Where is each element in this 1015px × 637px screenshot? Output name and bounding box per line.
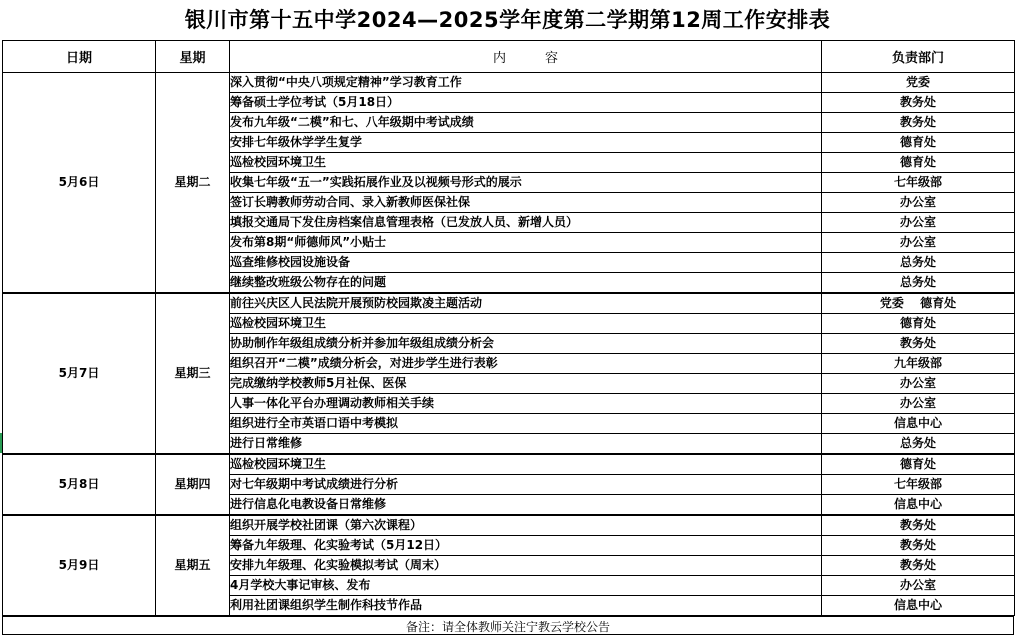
- task-dept: 办公室: [822, 193, 1015, 213]
- task-content: 填报交通局下发住房档案信息管理表格（已发放人员、新增人员）: [230, 213, 822, 233]
- task-content: 完成缴纳学校教师5月社保、医保: [230, 374, 822, 394]
- task-dept: 总务处: [822, 253, 1015, 273]
- task-content: 进行日常维修: [230, 434, 822, 455]
- task-content: 前往兴庆区人民法院开展预防校园欺凌主题活动: [230, 293, 822, 314]
- date-cell: 5月8日: [3, 454, 156, 515]
- task-content: 对七年级期中考试成绩进行分析: [230, 475, 822, 495]
- task-content: 进行信息化电教设备日常维修: [230, 495, 822, 516]
- task-dept: 信息中心: [822, 414, 1015, 434]
- task-content: 利用社团课组织学生制作科技节作品: [230, 596, 822, 616]
- task-content: 发布第8期“师德师风”小贴士: [230, 233, 822, 253]
- task-content: 巡检校园环境卫生: [230, 153, 822, 173]
- weekday-cell: 星期二: [156, 73, 230, 294]
- table-row: [3, 73, 1015, 93]
- task-dept: 德育处: [822, 454, 1015, 475]
- task-content: 筹备硕士学位考试（5月18日）: [230, 93, 822, 113]
- task-dept: 教务处: [822, 515, 1015, 536]
- schedule-table: [2, 40, 1015, 616]
- table-row: [3, 454, 1015, 475]
- date-cell: 5月9日: [3, 515, 156, 616]
- date-cell: 5月7日: [3, 293, 156, 454]
- task-dept: 德育处: [822, 314, 1015, 334]
- task-content: 深入贯彻“中央八项规定精神”学习教育工作: [230, 73, 822, 93]
- task-dept: 办公室: [822, 233, 1015, 253]
- weekday-cell: 星期三: [156, 293, 230, 454]
- row-marker: [0, 433, 2, 453]
- task-dept: 办公室: [822, 213, 1015, 233]
- weekday-cell: 星期五: [156, 515, 230, 616]
- task-content: 收集七年级“五一”实践拓展作业及以视频号形式的展示: [230, 173, 822, 193]
- footer-note: 备注：请全体教师关注宁教云学校公告: [2, 615, 1014, 635]
- header-content: 内 容: [230, 41, 822, 73]
- header-row: [3, 41, 1015, 73]
- task-content: 发布九年级“二模”和七、八年级期中考试成绩: [230, 113, 822, 133]
- task-dept: 信息中心: [822, 495, 1015, 516]
- task-dept: 党委: [822, 73, 1015, 93]
- task-dept: 教务处: [822, 334, 1015, 354]
- task-dept: 九年级部: [822, 354, 1015, 374]
- task-dept: 党委 德育处: [822, 293, 1015, 314]
- task-content: 巡查维修校园设施设备: [230, 253, 822, 273]
- task-dept: 七年级部: [822, 173, 1015, 193]
- task-dept: 信息中心: [822, 596, 1015, 616]
- task-dept: 教务处: [822, 536, 1015, 556]
- task-dept: 德育处: [822, 153, 1015, 173]
- weekday-cell: 星期四: [156, 454, 230, 515]
- task-content: 巡检校园环境卫生: [230, 454, 822, 475]
- table-row: [3, 515, 1015, 536]
- task-content: 组织开展学校社团课（第六次课程）: [230, 515, 822, 536]
- date-cell: 5月6日: [3, 73, 156, 294]
- header-weekday: 星期: [156, 41, 230, 73]
- task-dept: 办公室: [822, 576, 1015, 596]
- table-row: [3, 293, 1015, 314]
- task-dept: 教务处: [822, 556, 1015, 576]
- task-dept: 总务处: [822, 434, 1015, 455]
- page-title: 银川市第十五中学2024—2025学年度第二学期第12周工作安排表: [184, 8, 831, 32]
- task-content: 组织进行全市英语口语中考模拟: [230, 414, 822, 434]
- task-dept: 七年级部: [822, 475, 1015, 495]
- header-date: 日期: [3, 41, 156, 73]
- task-dept: 办公室: [822, 374, 1015, 394]
- task-content: 安排七年级休学学生复学: [230, 133, 822, 153]
- task-dept: 总务处: [822, 273, 1015, 294]
- task-dept: 教务处: [822, 93, 1015, 113]
- task-content: 安排九年级理、化实验模拟考试（周末）: [230, 556, 822, 576]
- task-content: 签订长聘教师劳动合同、录入新教师医保社保: [230, 193, 822, 213]
- task-content: 筹备九年级理、化实验考试（5月12日）: [230, 536, 822, 556]
- task-dept: 教务处: [822, 113, 1015, 133]
- task-content: 继续整改班级公物存在的问题: [230, 273, 822, 294]
- task-content: 组织召开“二模”成绩分析会，对进步学生进行表彰: [230, 354, 822, 374]
- task-content: 巡检校园环境卫生: [230, 314, 822, 334]
- header-dept: 负责部门: [822, 41, 1015, 73]
- task-dept: 德育处: [822, 133, 1015, 153]
- task-content: 4月学校大事记审核、发布: [230, 576, 822, 596]
- task-dept: 办公室: [822, 394, 1015, 414]
- task-content: 协助制作年级组成绩分析并参加年级组成绩分析会: [230, 334, 822, 354]
- task-content: 人事一体化平台办理调动教师相关手续: [230, 394, 822, 414]
